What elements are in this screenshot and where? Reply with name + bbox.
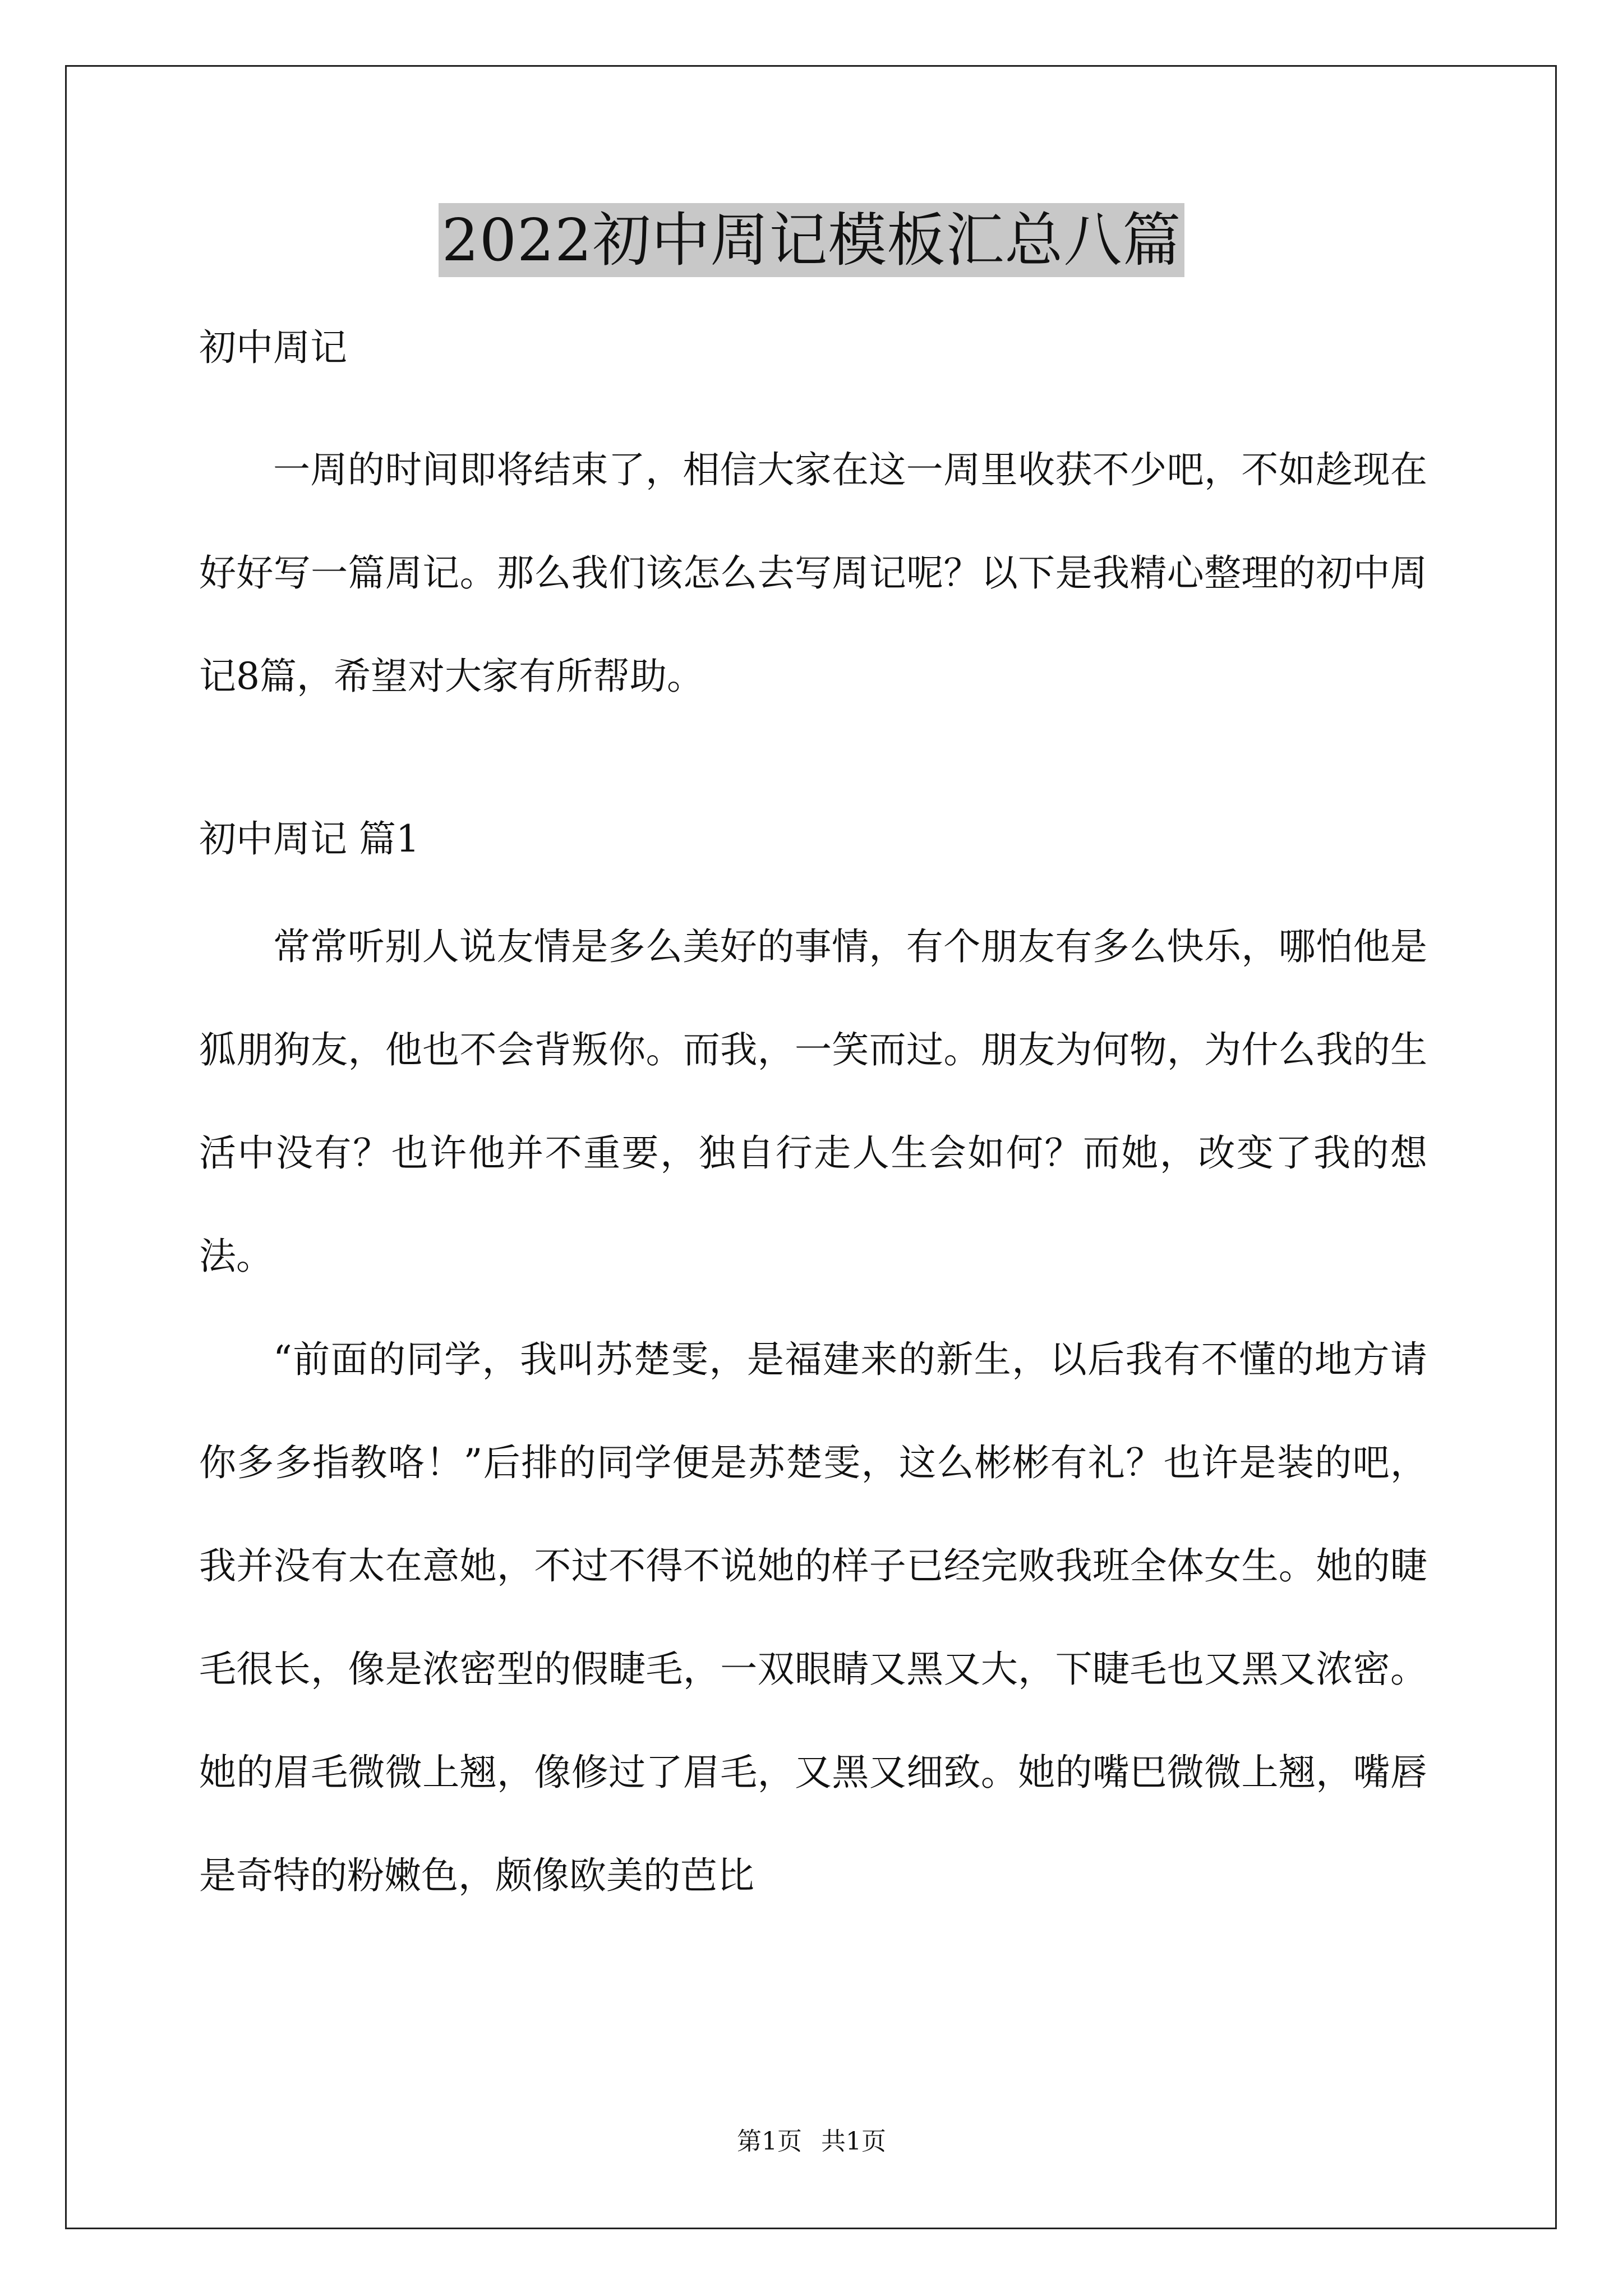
intro-paragraph: 一周的时间即将结束了，相信大家在这一周里收获不少吧，不如趁现在好好写一篇周记。那么我们该怎么去写周记呢？以下是我精心整理的初中周记8篇，希望对大家有所帮助。 bbox=[199, 448, 1427, 698]
chapter-heading: 初中周记 篇1 bbox=[199, 817, 419, 861]
document-title: 2022初中周记模板汇总八篇 bbox=[439, 203, 1185, 277]
page-number-current: 第1页 bbox=[737, 2127, 802, 2156]
document-body bbox=[199, 321, 1427, 1927]
page-footer bbox=[0, 2125, 1623, 2159]
page-number-total: 共1页 bbox=[821, 2127, 886, 2156]
body-paragraph-2: “前面的同学，我叫苏楚雯，是福建来的新生，以后我有不懂的地方请你多多指教咯！”后排的同学便是苏楚雯，这么彬彬有礼？也许是装的吧，我并没有太在意她，不过不得不说她的样子已经完败我班全体女生。她的睫毛很长，像是浓密型的假睫毛，一双眼睛又黑又大，下睫毛也又黑又浓密。她的眉毛微微上翘，像修过了眉毛，又黑又细致。她的嘴巴微微上翘，嘴唇是奇特的粉嫩色，颇像欧美的芭比 bbox=[199, 1338, 1427, 1897]
title-container bbox=[0, 203, 1623, 277]
body-paragraph-1: 常常听别人说友情是多么美好的事情，有个朋友有多么快乐，哪怕他是狐朋狗友，他也不会背叛你。而我，一笑而过。朋友为何物，为什么我的生活中没有？也许他并不重要，独自行走人生会如何？而她，改变了我的想法。 bbox=[199, 925, 1427, 1278]
section-heading: 初中周记 bbox=[199, 326, 347, 369]
